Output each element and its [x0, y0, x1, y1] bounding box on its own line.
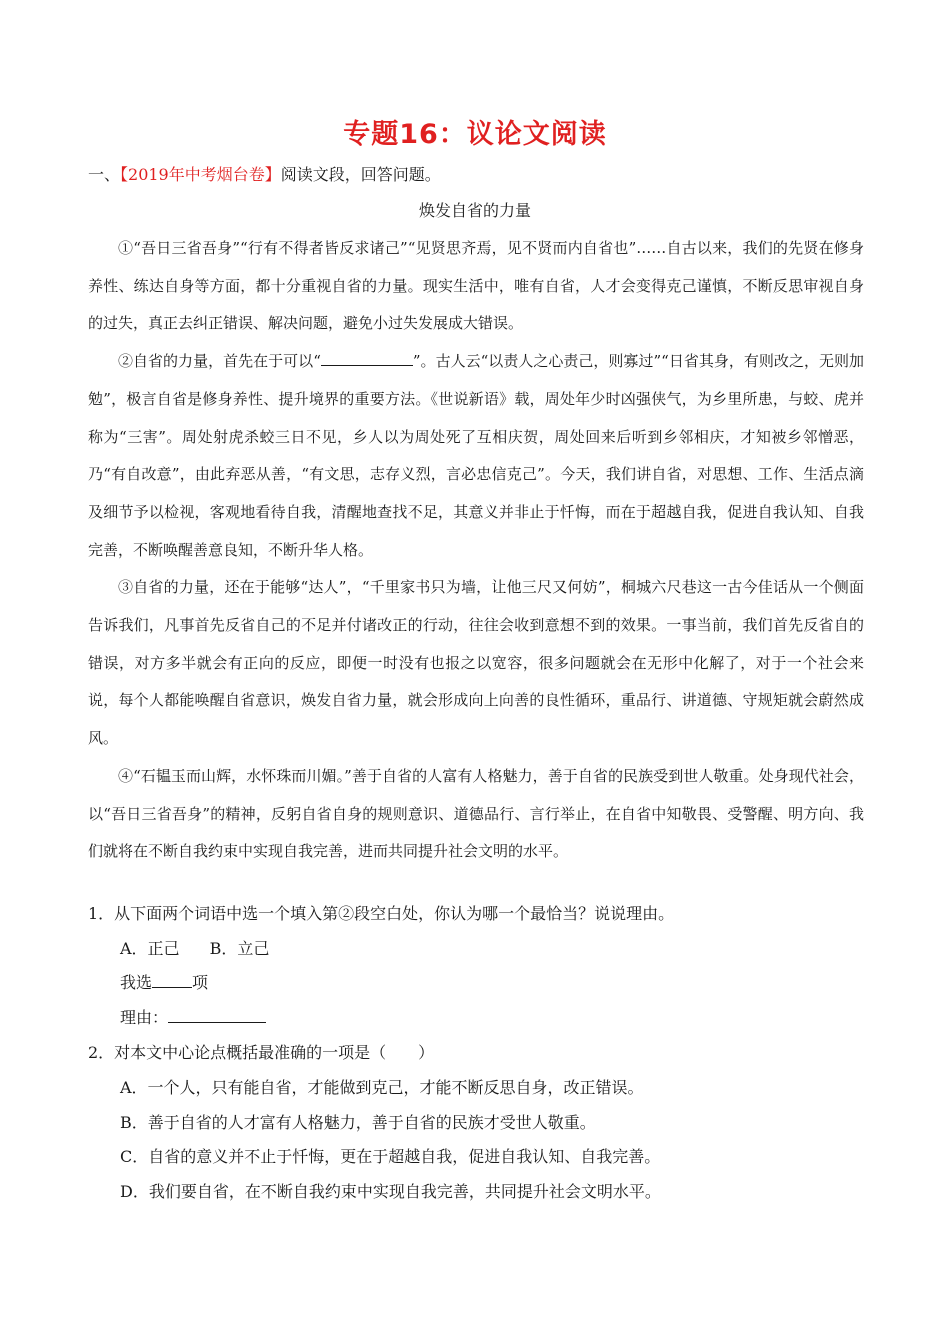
question-2-option-d: D．我们要自省，在不断自我约束中实现自我完善，共同提升社会文明水平。 [120, 1182, 661, 1201]
reason-line [120, 1005, 266, 1028]
question-2-option-a: A．一个人，只有能自省，才能做到克己，才能不断反思自身，改正错误。 [120, 1078, 644, 1097]
choice-line [120, 970, 208, 993]
paragraph-4: ④“石韫玉而山辉，水怀珠而川媚。”善于自省的人富有人格魅力，善于自省的民族受到世人敬重。处身现代社会，以“吾日三省吾身”的精神，反躬自省自身的规则意识、道德品行、言行举止，在自省中知敬畏、受警醒、明方向、我们就将在不断自我约束中实现自我完善，进而共同提升社会文明的水平。 [88, 766, 864, 861]
reason-label: 理由： [120, 1008, 169, 1027]
exam-source: 【2019年中考烟台卷】 [120, 165, 281, 184]
question-2-option-b: B．善于自省的人才富有人格魅力，善于自省的民族才受世人敬重。 [120, 1113, 596, 1132]
section-heading [88, 162, 441, 185]
choice-blank [152, 973, 192, 988]
paragraph-1: ①“吾日三省吾身”“行有不得者皆反求诸己”“见贤思齐焉，见不贤而内自省也”……自古以来，我们的先贤在修身养性、练达自身等方面，都十分重视自省的力量。现实生活中，唯有自省，人才会变得克己谨慎，不断反思审视自身的过失，真正去纠正错误、解决问题，避免小过失发展成大错误。 [88, 239, 864, 333]
question-1-options [120, 936, 269, 959]
question-2-option-c: C．自省的意义并不止于忏悔，更在于超越自我，促进自我认知、自我完善。 [120, 1147, 661, 1166]
choice-suffix: 项 [192, 973, 209, 992]
option-b: B．立己 [209, 939, 270, 958]
question-1: 1．从下面两个词语中选一个填入第②段空白处，你认为哪一个最恰当？说说理由。 [88, 904, 675, 923]
paragraph-2-rest: ”。古人云“以责人之心责己，则寡过”“日省其身，有则改之，无则加勉”，极言自省是修身养性、提升境界的重要方法。《世说新语》载，周处年少时凶强侠气，为乡里所患，与蛟、虎并称为“三害”。周处射虎杀蛟三日不见，乡人以为周处死了互相庆贺，周处回来后听到乡邻相庆，才知被乡邻憎恶，乃“有自改意”，由此弃恶从善，“有文思，志存义烈，言必忠信克己”。今天，我们讲自省，对思想、工作、生活点滴及细节予以检视，客观地看待自我，清醒地查找不足，其意义并非止于忏悔，而在于超越自我，促进自我认知、自我完善，不断唤醒善意良知，不断升华人格。 [88, 352, 864, 559]
article-title: 焕发自省的力量 [418, 201, 531, 220]
choice-label: 我选 [120, 973, 153, 992]
paragraph-2-lead: ②自省的力量，首先在于可以“ [118, 352, 321, 371]
question-2: 2．对本文中心论点概括最准确的一项是（ ） [88, 1043, 435, 1062]
section-instruction: 阅读文段，回答问题。 [280, 165, 441, 184]
fill-in-blank [321, 351, 413, 366]
option-a: A．正己 [120, 939, 180, 958]
article-body [88, 230, 864, 871]
paragraph-3: ③自省的力量，还在于能够“达人”，“千里家书只为墙，让他三尺又何妨”，桐城六尺巷这一古今佳话从一个侧面告诉我们，凡事首先反省自己的不足并付诸改正的行动，往往会收到意想不到的效果。一事当前，我们首先反省自的错误，对方多半就会有正向的反应，即便一时没有也报之以宽容，很多问题就会在无形中化解了，对于一个社会来说，每个人都能唤醒自省意识，焕发自省力量，就会形成向上向善的良性循环，重品行、讲道德、守规矩就会蔚然成风。 [88, 578, 864, 748]
section-prefix: 一、 [88, 165, 121, 184]
page-title: 专题16：议论文阅读 [343, 119, 607, 150]
paragraph-2 [88, 343, 864, 569]
reason-blank [168, 1008, 266, 1023]
